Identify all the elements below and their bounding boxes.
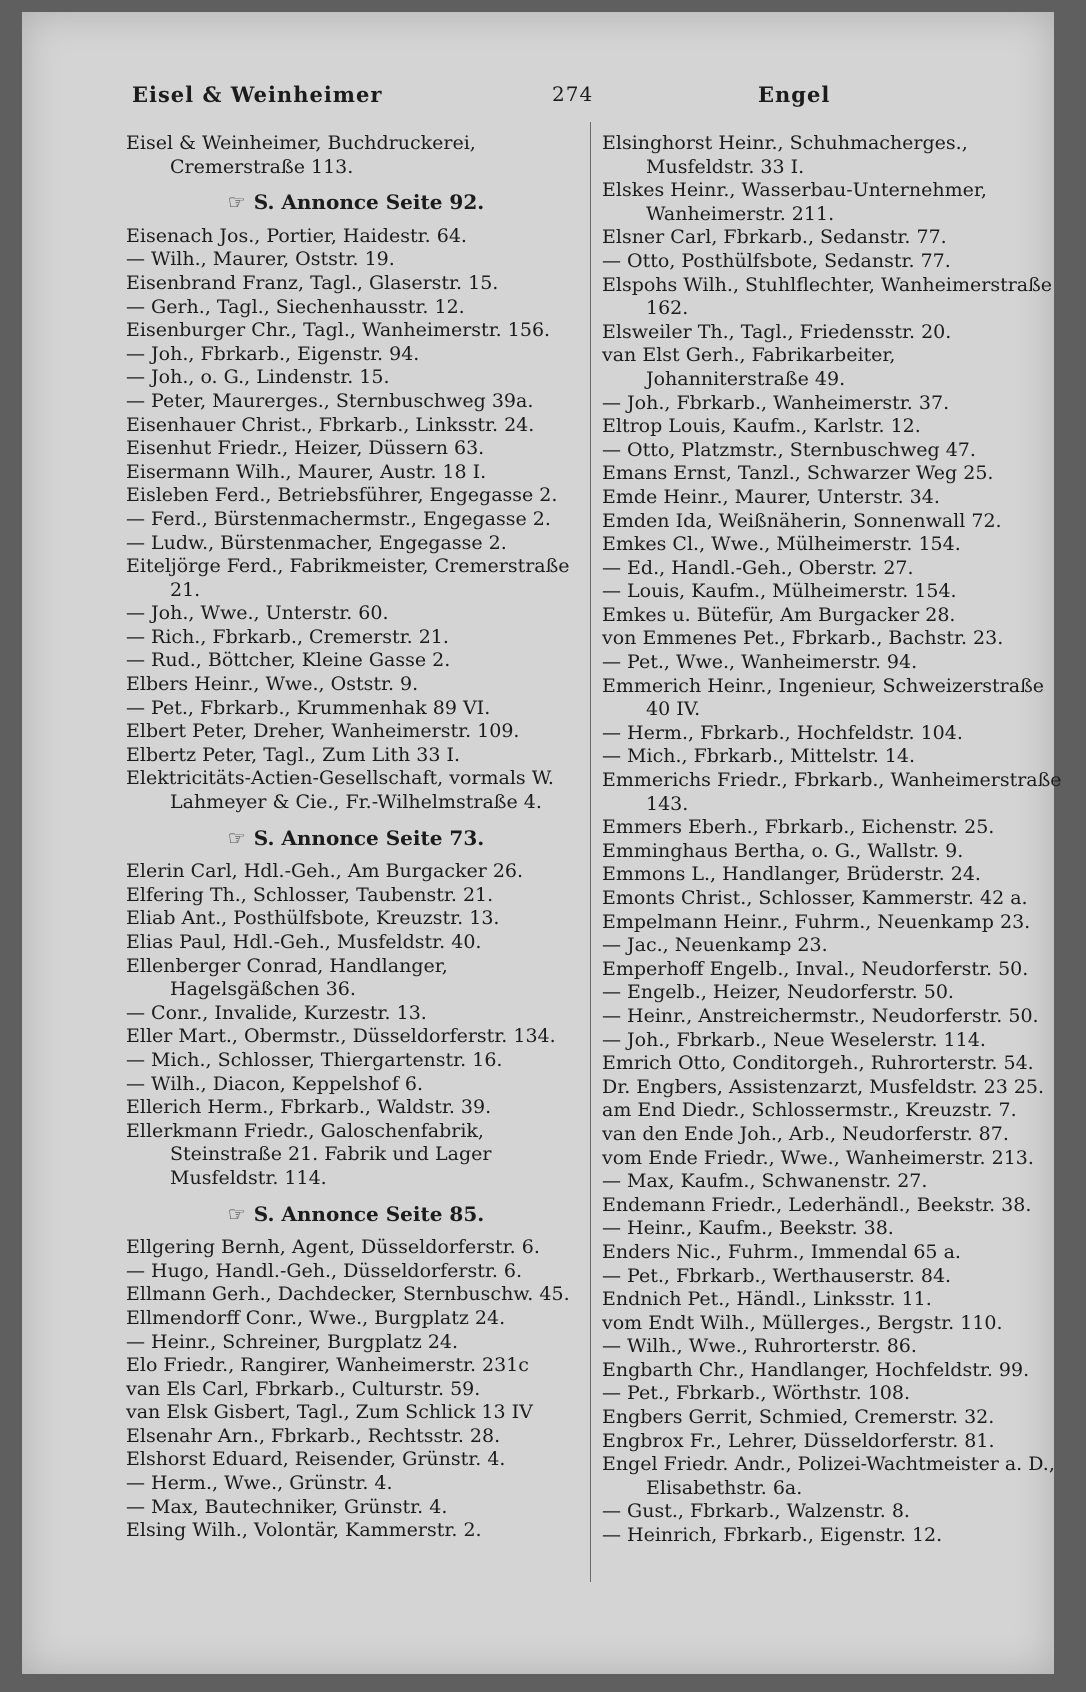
directory-entry: — Otto, Posthülfsbote, Sedanstr. 77. [602, 249, 951, 272]
left-column [126, 132, 586, 1543]
directory-entry: Elshorst Eduard, Reisender, Grünstr. 4. [126, 1448, 506, 1471]
directory-entry: Elfering Th., Schlosser, Taubenstr. 21. [126, 883, 494, 906]
directory-entry: — Heinr., Kaufm., Beekstr. 38. [602, 1217, 894, 1240]
directory-entry: Empelmann Heinr., Fuhrm., Neuenkamp 23. [602, 910, 1031, 933]
directory-entry: — Peter, Maurerges., Sternbuschweg 39a. [126, 389, 534, 412]
directory-entry: Emmerich Heinr., Ingenieur, Schweizerstraße 40 IV. [602, 674, 1045, 721]
directory-entry: — Pet., Fbrkarb., Wörthstr. 108. [602, 1382, 910, 1405]
directory-entry: Eisermann Wilh., Maurer, Austr. 18 I. [126, 460, 487, 483]
directory-entry: Engel Friedr. Andr., Polizei-Wachtmeister a. D., Elisabethstr. 6a. [602, 1453, 1055, 1499]
directory-entry: Emmers Eberh., Fbrkarb., Eichenstr. 25. [602, 816, 995, 839]
directory-entry: — Gust., Fbrkarb., Walzenstr. 8. [602, 1500, 910, 1523]
directory-entry: Emde Heinr., Maurer, Unterstr. 34. [602, 485, 940, 508]
directory-entry: Elbers Heinr., Wwe., Oststr. 9. [126, 673, 419, 696]
directory-entry: Eisleben Ferd., Betriebsführer, Engegasse 2. [126, 484, 558, 507]
directory-entry: Elerin Carl, Hdl.-Geh., Am Burgacker 26. [126, 860, 524, 883]
directory-entry: — Max, Bautechniker, Grünstr. 4. [126, 1495, 448, 1518]
directory-entry: — Wilh., Maurer, Oststr. 19. [126, 248, 395, 271]
directory-entry: van Els Carl, Fbrkarb., Culturstr. 59. [126, 1377, 481, 1400]
directory-entry: — Joh., Wwe., Unterstr. 60. [126, 602, 389, 625]
directory-entry: von Emmenes Pet., Fbrkarb., Bachstr. 23. [602, 627, 1004, 650]
directory-entry: — Ludw., Bürstenmacher, Engegasse 2. [126, 531, 507, 554]
directory-entry: Ellgering Bernh, Agent, Düsseldorferstr. 6. [126, 1236, 540, 1259]
directory-entry: Ellmendorff Conr., Wwe., Burgplatz 24. [126, 1306, 506, 1329]
directory-entry: — Joh., Fbrkarb., Neue Weselerstr. 114. [602, 1028, 986, 1051]
directory-entry: Engbrox Fr., Lehrer, Düsseldorferstr. 81. [602, 1429, 995, 1452]
directory-entry: vom Endt Wilh., Müllerges., Bergstr. 110. [602, 1311, 1003, 1334]
directory-entry: Eisenach Jos., Portier, Haidestr. 64. [126, 224, 467, 247]
annonce-text: S. Annonce Seite 92. [253, 190, 485, 215]
directory-entry: Ellmann Gerh., Dachdecker, Sternbuschw. 45. [126, 1283, 570, 1306]
directory-entry: — Rud., Böttcher, Kleine Gasse 2. [126, 649, 451, 672]
directory-entry: — Louis, Kaufm., Mülheimerstr. 154. [602, 580, 957, 603]
annonce-text: S. Annonce Seite 73. [253, 825, 485, 850]
directory-entry: — Engelb., Heizer, Neudorferstr. 50. [602, 981, 954, 1004]
directory-entry: Elskes Heinr., Wasserbau-Unternehmer, Wanheimerstr. 211. [602, 179, 987, 225]
directory-entry: van Elst Gerh., Fabrikarbeiter, Johanniterstraße 49. [602, 344, 896, 390]
directory-entry: — Conr., Invalide, Kurzestr. 13. [126, 1001, 427, 1024]
directory-entry: — Herm., Wwe., Grünstr. 4. [126, 1472, 393, 1495]
directory-entry: Elsinghorst Heinr., Schuhmacherges., Musfeldstr. 33 I. [602, 132, 968, 178]
directory-entry: — Max, Kaufm., Schwanenstr. 27. [602, 1170, 928, 1193]
directory-entry: — Mich., Schlosser, Thiergartenstr. 16. [126, 1048, 503, 1071]
directory-entry: Eisenburger Chr., Tagl., Wanheimerstr. 156. [126, 319, 551, 342]
directory-entry: Eisel & Weinheimer, Buchdruckerei, Cremerstraße 113. [126, 132, 476, 178]
directory-entry: Engbarth Chr., Handlanger, Hochfeldstr. 99. [602, 1358, 1030, 1381]
column-divider [590, 122, 591, 1582]
directory-entry: Elsweiler Th., Tagl., Friedensstr. 20. [602, 320, 952, 343]
annonce-reference [126, 191, 586, 215]
directory-entry: Emrich Otto, Conditorgeh., Ruhrorterstr. 54. [602, 1052, 1034, 1075]
directory-entry: — Mich., Fbrkarb., Mittelstr. 14. [602, 745, 915, 768]
pointing-hand-icon: ☞ [227, 825, 246, 850]
directory-entry: Elsenahr Arn., Fbrkarb., Rechtsstr. 28. [126, 1424, 501, 1447]
directory-entry: Eller Mart., Obermstr., Düsseldorferstr. 134. [126, 1025, 556, 1048]
directory-entry: — Jac., Neuenkamp 23. [602, 934, 828, 957]
directory-entry: Ellerkmann Friedr., Galoschenfabrik, Steinstraße 21. Fabrik und Lager Musfeldstr. 114. [126, 1119, 492, 1189]
directory-entry: am End Diedr., Schlossermstr., Kreuzstr. 7. [602, 1099, 1017, 1122]
directory-entry: Elsner Carl, Fbrkarb., Sedanstr. 77. [602, 226, 947, 249]
directory-entry: — Joh., Fbrkarb., Eigenstr. 94. [126, 342, 420, 365]
directory-entry: — Wilh., Diacon, Keppelshof 6. [126, 1072, 423, 1095]
directory-entry: — Ed., Handl.-Geh., Oberstr. 27. [602, 556, 914, 579]
directory-entry: — Rich., Fbrkarb., Cremerstr. 21. [126, 625, 449, 648]
directory-entry: Emans Ernst, Tanzl., Schwarzer Weg 25. [602, 462, 994, 485]
right-column [602, 132, 1062, 1548]
directory-entry: — Pet., Fbrkarb., Werthauserstr. 84. [602, 1264, 952, 1287]
directory-entry: Elo Friedr., Rangirer, Wanheimerstr. 231c [126, 1354, 529, 1377]
directory-entry: Endemann Friedr., Lederhändl., Beekstr. 38. [602, 1193, 1032, 1216]
directory-entry: Emmerichs Friedr., Fbrkarb., Wanheimerstraße 143. [602, 769, 1062, 815]
annonce-text: S. Annonce Seite 85. [253, 1201, 485, 1226]
directory-entry: — Hugo, Handl.-Geh., Düsseldorferstr. 6. [126, 1259, 523, 1282]
directory-entry: Ellerich Herm., Fbrkarb., Waldstr. 39. [126, 1096, 492, 1119]
directory-page [22, 12, 1062, 1674]
header-right: Engel [758, 82, 831, 107]
annonce-reference [126, 1203, 586, 1227]
directory-entry: Ellenberger Conrad, Handlanger, Hagelsgäßchen 36. [126, 954, 448, 1001]
directory-entry: Emden Ida, Weißnäherin, Sonnenwall 72. [602, 509, 1002, 532]
directory-entry: — Heinr., Anstreichermstr., Neudorferstr. 50. [602, 1004, 1039, 1027]
directory-entry: — Ferd., Bürstenmachermstr., Engegasse 2. [126, 507, 551, 530]
directory-entry: — Herm., Fbrkarb., Hochfeldstr. 104. [602, 721, 963, 744]
header-left: Eisel & Weinheimer [132, 82, 383, 107]
directory-entry: — Pet., Fbrkarb., Krummenhak 89 VI. [126, 696, 491, 719]
page-number: 274 [552, 82, 594, 106]
directory-entry: — Joh., o. G., Lindenstr. 15. [126, 366, 390, 389]
directory-entry: Eisenhauer Christ., Fbrkarb., Linksstr. 24. [126, 413, 535, 436]
directory-entry: van Elsk Gisbert, Tagl., Zum Schlick 13 IV [126, 1401, 533, 1424]
pointing-hand-icon: ☞ [227, 1201, 246, 1226]
directory-entry: Enders Nic., Fuhrm., Immendal 65 a. [602, 1240, 961, 1263]
directory-entry: Engbers Gerrit, Schmied, Cremerstr. 32. [602, 1406, 995, 1429]
directory-entry: — Wilh., Wwe., Ruhrorterstr. 86. [602, 1335, 917, 1358]
directory-entry: Dr. Engbers, Assistenzarzt, Musfeldstr. 23 25. [602, 1075, 1045, 1098]
directory-entry: Eltrop Louis, Kaufm., Karlstr. 12. [602, 415, 921, 438]
directory-entry: — Otto, Platzmstr., Sternbuschweg 47. [602, 438, 976, 461]
directory-entry: Elsing Wilh., Volontär, Kammerstr. 2. [126, 1519, 482, 1542]
directory-entry: — Pet., Wwe., Wanheimerstr. 94. [602, 651, 918, 674]
directory-entry: Emonts Christ., Schlosser, Kammerstr. 42 a. [602, 887, 1028, 909]
directory-entry: Eisenhut Friedr., Heizer, Düssern 63. [126, 437, 485, 460]
directory-entry: vom Ende Friedr., Wwe., Wanheimerstr. 213. [602, 1146, 1034, 1169]
directory-entry: Emperhoff Engelb., Inval., Neudorferstr. 50. [602, 957, 1029, 980]
directory-entry: — Heinrich, Fbrkarb., Eigenstr. 12. [602, 1524, 943, 1547]
directory-entry: Eisenbrand Franz, Tagl., Glaserstr. 15. [126, 271, 499, 294]
directory-entry: Elspohs Wilh., Stuhlflechter, Wanheimerstraße 162. [602, 273, 1053, 320]
directory-entry: Emminghaus Bertha, o. G., Wallstr. 9. [602, 839, 964, 862]
directory-entry: Elias Paul, Hdl.-Geh., Musfeldstr. 40. [126, 931, 482, 953]
directory-entry: Elektricitäts-Actien-Gesellschaft, vormals W. Lahmeyer & Cie., Fr.-Wilhelmstraße 4. [126, 767, 554, 814]
directory-entry: Emkes Cl., Wwe., Mülheimerstr. 154. [602, 533, 961, 556]
directory-entry: Emmons L., Handlanger, Brüderstr. 24. [602, 863, 981, 886]
directory-entry: van den Ende Joh., Arb., Neudorferstr. 87. [602, 1122, 1009, 1145]
directory-entry: Elbert Peter, Dreher, Wanheimerstr. 109. [126, 720, 520, 743]
directory-entry: — Gerh., Tagl., Siechenhausstr. 12. [126, 295, 465, 318]
directory-entry: — Heinr., Schreiner, Burgplatz 24. [126, 1330, 459, 1353]
pointing-hand-icon: ☞ [227, 190, 246, 215]
directory-entry: Endnich Pet., Händl., Linksstr. 11. [602, 1288, 932, 1311]
directory-entry: Eiteljörge Ferd., Fabrikmeister, Cremerstraße 21. [126, 555, 570, 601]
annonce-reference [126, 827, 586, 851]
directory-entry: — Joh., Fbrkarb., Wanheimerstr. 37. [602, 391, 950, 414]
directory-entry: Elbertz Peter, Tagl., Zum Lith 33 I. [126, 743, 460, 766]
directory-entry: Emkes u. Bütefür, Am Burgacker 28. [602, 603, 956, 626]
directory-entry: Eliab Ant., Posthülfsbote, Kreuzstr. 13. [126, 907, 500, 930]
